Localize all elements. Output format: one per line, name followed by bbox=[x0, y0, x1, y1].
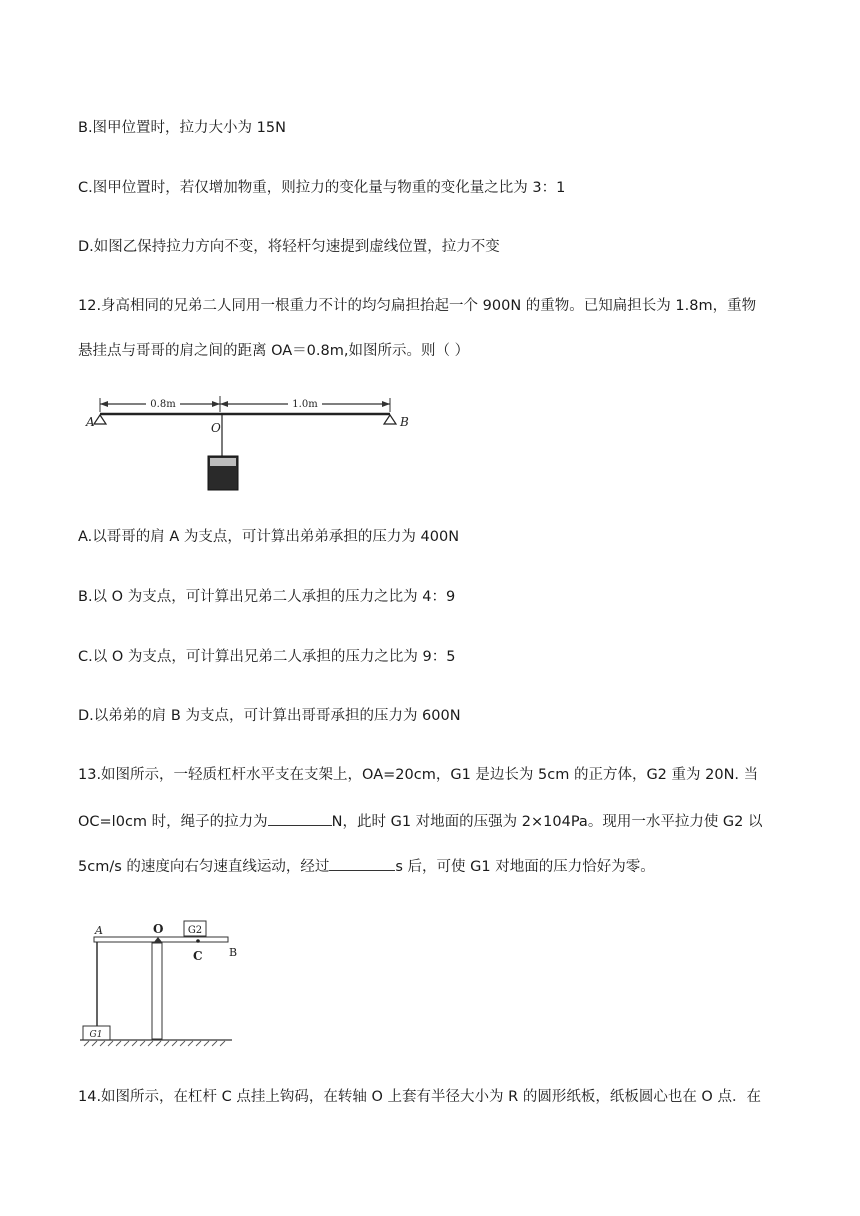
q12-carrying-pole-figure bbox=[84, 388, 424, 498]
q12-option-d: D.以弟弟的肩 B 为支点，可计算出哥哥承担的压力为 600N bbox=[78, 708, 461, 724]
label-g1: G1 bbox=[89, 1030, 103, 1040]
ground-hatching bbox=[84, 1041, 225, 1046]
label-a: A bbox=[95, 924, 103, 937]
support-a-icon bbox=[94, 415, 106, 424]
label-a: A bbox=[86, 415, 95, 429]
point-c-marker bbox=[196, 939, 200, 943]
q14-stem-line1: 14.如图所示，在杠杆 C 点挂上钩码，在转轴 O 上套有半径大小为 R 的圆形纸板，纸板圆心也在 O 点．在 bbox=[78, 1089, 761, 1105]
q12-option-b: B.以 O 为支点，可计算出兄弟二人承担的压力之比为 4：9 bbox=[78, 589, 456, 605]
q11-option-c: C.图甲位置时，若仅增加物重，则拉力的变化量与物重的变化量之比为 3：1 bbox=[78, 180, 566, 196]
label-b: B bbox=[400, 415, 409, 429]
q13-answer-blank-2[interactable] bbox=[329, 856, 395, 871]
support-b-icon bbox=[384, 415, 396, 424]
q13-lever-figure bbox=[78, 918, 248, 1050]
q13-stem-line2-part1: OC=l0cm 时，绳子的拉力为 bbox=[78, 814, 268, 830]
q12-stem-line2: 悬挂点与哥哥的肩之间的距离 OA＝0.8m,如图所示。则（ ） bbox=[78, 343, 470, 359]
q11-option-b: B.图甲位置时，拉力大小为 15N bbox=[78, 120, 286, 136]
dimension-label-ob: 1.0m bbox=[292, 399, 318, 410]
dimension-label-oa: 0.8m bbox=[150, 399, 176, 410]
support-post bbox=[152, 943, 162, 1039]
q12-stem-line1: 12.身高相同的兄弟二人同用一根重力不计的均匀扁担抬起一个 900N 的重物。已知扁担长为 1.8m，重物 bbox=[78, 298, 757, 314]
q12-option-c: C.以 O 为支点，可计算出兄弟二人承担的压力之比为 9：5 bbox=[78, 649, 456, 665]
q11-option-d: D.如图乙保持拉力方向不变，将轻杆匀速提到虚线位置，拉力不变 bbox=[78, 239, 500, 255]
q13-stem-line2 bbox=[78, 811, 763, 832]
label-c: C bbox=[193, 949, 203, 963]
q13-stem-line2-part2: N，此时 G1 对地面的压强为 2×104Pa。现用一水平拉力使 G2 以 bbox=[331, 814, 763, 830]
q13-stem-line3-part2: s 后，可使 G1 对地面的压力恰好为零。 bbox=[395, 859, 655, 875]
q13-answer-blank-1[interactable] bbox=[268, 811, 332, 826]
label-o: O bbox=[153, 922, 164, 936]
label-b: B bbox=[229, 946, 238, 959]
q13-stem-line3 bbox=[78, 856, 655, 877]
q12-option-a: A.以哥哥的肩 A 为支点，可计算出弟弟承担的压力为 400N bbox=[78, 529, 460, 545]
label-o: O bbox=[211, 421, 221, 435]
q13-stem-line3-part1: 5cm/s 的速度向右匀速直线运动，经过 bbox=[78, 859, 330, 875]
label-g2: G2 bbox=[187, 925, 203, 936]
q13-stem-line1: 13.如图所示，一轻质杠杆水平支在支架上，OA=20cm，G1 是边长为 5cm 的正方体，G2 重为 20N. 当 bbox=[78, 767, 759, 783]
